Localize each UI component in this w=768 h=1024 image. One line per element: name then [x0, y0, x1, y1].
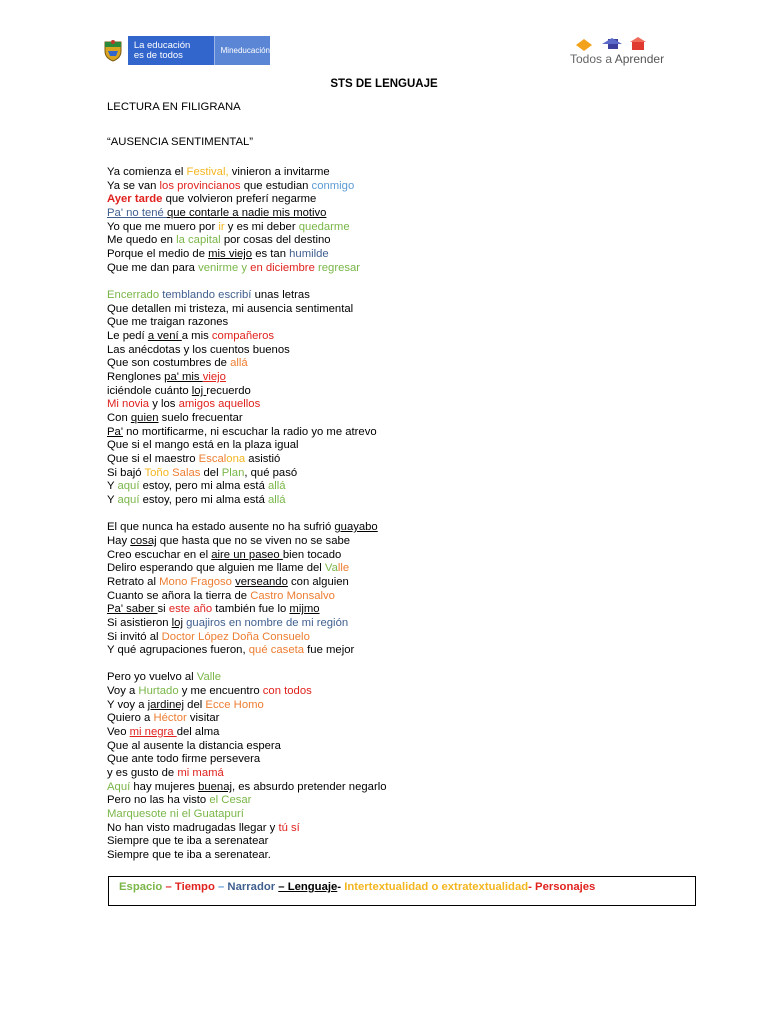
poem-line: Hay cosaj que hasta que no se viven no se sabe: [107, 535, 351, 547]
poem-line: Las anécdotas y los cuentos buenos: [107, 344, 290, 356]
slogan-line-2: es de todos: [133, 49, 183, 61]
poem-line: Y qué agrupaciones fueron, qué caseta fue mejor: [107, 644, 355, 656]
poem-line: Quiero a Héctor visitar: [107, 712, 220, 724]
poem-line: Deliro esperando que alguien me llame del Valle: [107, 562, 350, 574]
poem-line: Pa' no mortificarme, ni escuchar la radio yo me atrevo: [107, 426, 377, 438]
poem-line: Y voy a jardinej del Ecce Homo: [107, 699, 264, 711]
poem-line: Mi novia y los amigos aquellos: [107, 398, 261, 410]
poem-line: Veo mi negra del alma: [107, 726, 220, 738]
poem-line: Pa' no tené que contarle a nadie mis motivo: [107, 207, 327, 219]
poem-line: Que si el maestro Escalona asistió: [107, 453, 281, 465]
poem-line: Ayer tarde que volvieron preferí negarme: [107, 193, 317, 205]
poem-line: iciéndole cuánto loj recuerdo: [107, 385, 251, 397]
poem-line: Que ante todo firme persevera: [107, 753, 261, 765]
poem-line: Si invitó al Doctor López Doña Consuelo: [107, 631, 310, 643]
poem-line: Si asistieron loj guajiros en nombre de mi región: [107, 617, 349, 629]
poem-line: Pero yo vuelvo al Valle: [107, 671, 222, 683]
coat-of-arms-icon: [98, 36, 128, 65]
subtitle: LECTURA EN FILIGRANA: [107, 101, 241, 113]
poem-line: Voy a Hurtado y me encuentro con todos: [107, 685, 312, 697]
colored-shapes-icon: [574, 36, 664, 52]
poem-line: Retrato al Mono Fragoso verseando con alguien: [107, 576, 349, 588]
legend-tiempo: Tiempo: [174, 881, 215, 893]
poem-line: Ya se van los provincianos que estudian conmigo: [107, 180, 355, 192]
poem-line: Si bajó Toño Salas del Plan, qué pasó: [107, 467, 298, 479]
legend-lenguaje: – Lenguaje: [278, 881, 338, 893]
poem-line: Que me traigan razones: [107, 316, 229, 328]
poem-line: Me quedo en la capital por cosas del destino: [107, 234, 331, 246]
legend-espacio: Espacio: [119, 881, 163, 893]
poem-line: Siempre que te iba a serenatear: [107, 835, 269, 847]
legend-intertextualidad: Intertextualidad o extratextualidad: [344, 881, 529, 893]
poem-line: y es gusto de mi mamá: [107, 767, 224, 779]
poem-line: Pa' saber si este año también fue lo mijmo: [107, 603, 320, 615]
poem-line: Le pedí a vení a mis compañeros: [107, 330, 275, 342]
poem-line: Que si el mango está en la plaza igual: [107, 439, 299, 451]
poem-line: Ya comienza el Festival, vinieron a invitarme: [107, 166, 330, 178]
poem-line: El que nunca ha estado ausente no ha sufrió guayabo: [107, 521, 378, 533]
poem-line: Que detallen mi tristeza, mi ausencia sentimental: [107, 303, 354, 315]
poem-line: Y aquí estoy, pero mi alma está allá: [107, 494, 286, 506]
poem-line: Porque el medio de mis viejo es tan humilde: [107, 248, 329, 260]
color-legend: Espacio – Tiempo – Narrador – Lenguaje- Intertextualidad o extratextualidad- Personajes: [108, 876, 696, 906]
poem-line: No han visto madrugadas llegar y tú sí: [107, 822, 300, 834]
legend-personajes: Personajes: [535, 881, 596, 893]
poem-line: Que me dan para venirme y en diciembre regresar: [107, 262, 361, 274]
poem-line: Marquesote ni el Guatapurí: [107, 808, 244, 820]
poem-line: Yo que me muero por ir y es mi deber quedarme: [107, 221, 350, 233]
logo-text-b: Aprender: [614, 52, 665, 66]
poem-line: Creo escuchar en el aire un paseo bien tocado: [107, 549, 342, 561]
poem-line: Y aquí estoy, pero mi alma está allá: [107, 480, 286, 492]
mineducacion-logo: [98, 36, 270, 65]
poem-line: Con quien suelo frecuentar: [107, 412, 243, 424]
logo-slogan: [128, 36, 214, 65]
poem-line: Renglones pa' mis viejo: [107, 371, 226, 383]
poem-line: Que al ausente la distancia espera: [107, 740, 281, 752]
logo-text-a: Todos a: [570, 52, 615, 66]
logo-text: [570, 52, 664, 66]
poem-line: Siempre que te iba a serenatear.: [107, 849, 271, 861]
poem-line: Aquí hay mujeres buenaj, es absurdo pretender negarlo: [107, 781, 387, 793]
poem-line: Cuanto se añora la tierra de Castro Monsalvo: [107, 590, 335, 602]
ministry-name: Mineducación: [214, 36, 270, 65]
poem-line: Encerrado temblando escribí unas letras: [107, 289, 310, 301]
poem-line: Pero no las ha visto el Cesar: [107, 794, 252, 806]
slogan-line-1: La educación: [133, 39, 191, 51]
legend-narrador: Narrador: [227, 881, 276, 893]
poem-line: Que son costumbres de allá: [107, 357, 248, 369]
document-title: STS DE LENGUAJE: [330, 78, 438, 90]
todos-a-aprender-logo: [566, 36, 670, 66]
poem-title: “AUSENCIA SENTIMENTAL”: [107, 136, 254, 148]
